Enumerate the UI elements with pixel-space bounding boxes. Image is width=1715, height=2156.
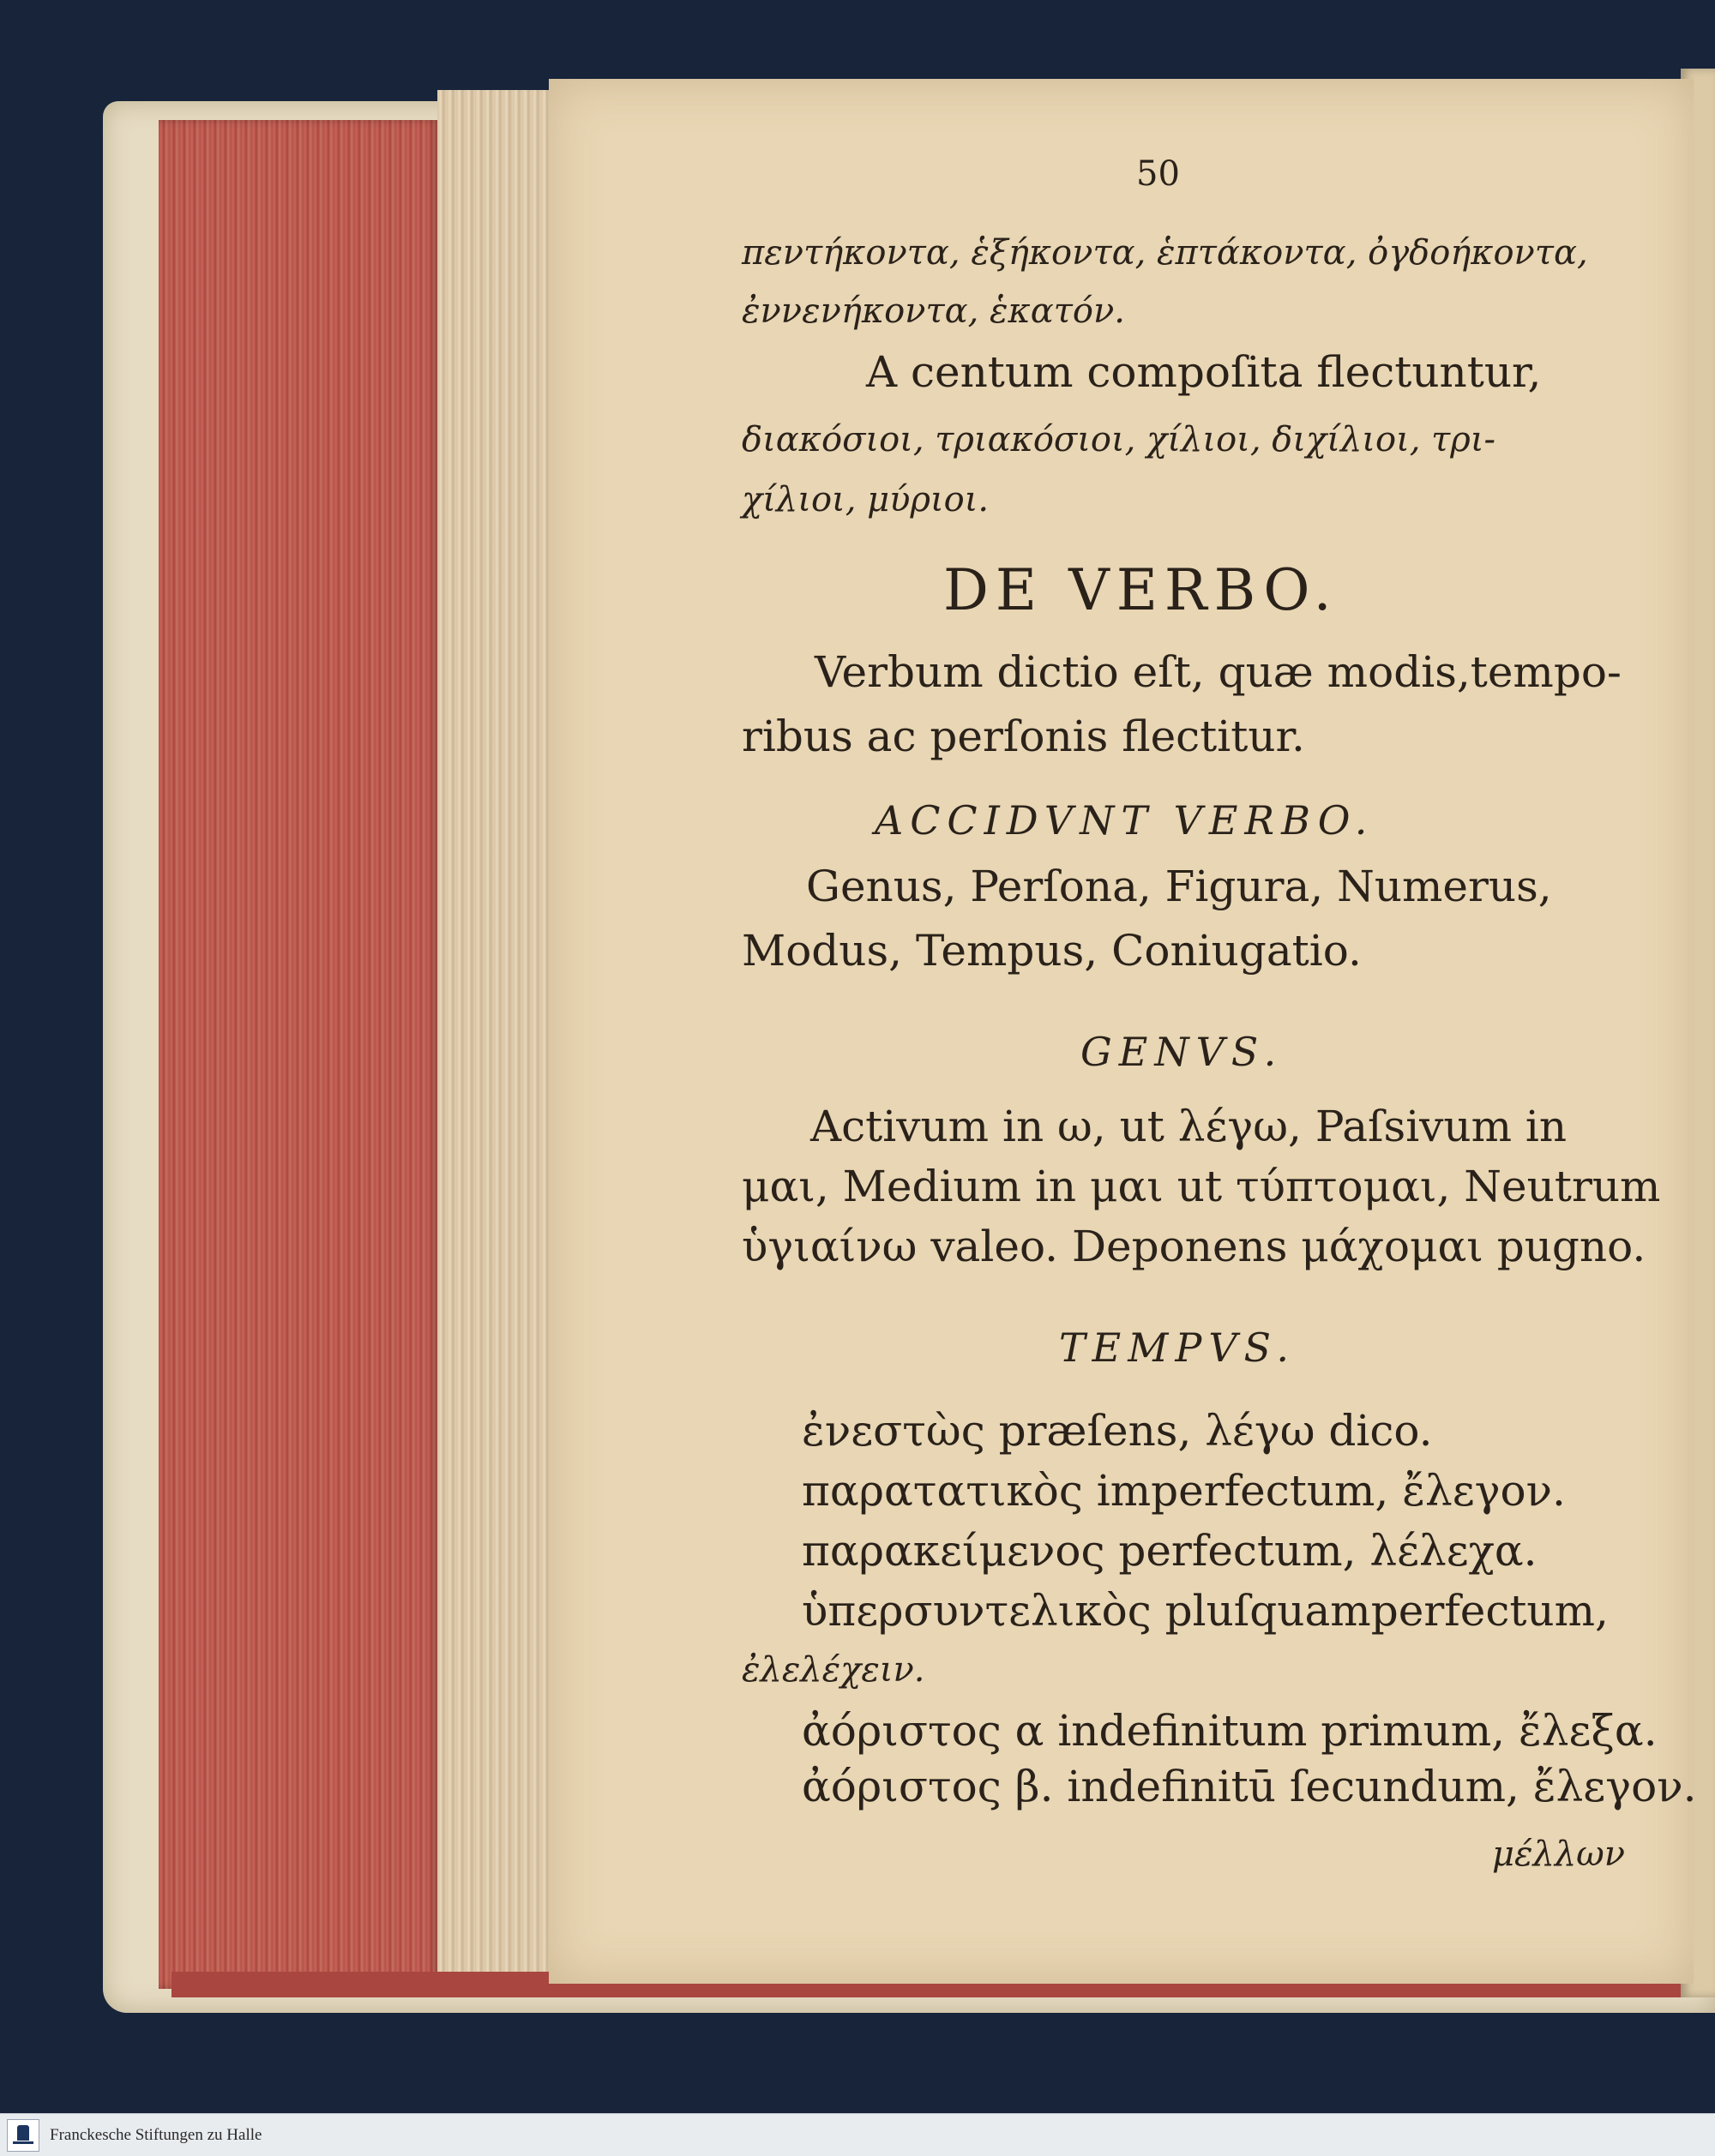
genus-line-1: Activum in ω, ut λέγω, Paſsivum in [810,1102,1568,1151]
tempus-line-2: παρατατικὸς imperfectum, ἔλεγον. [802,1466,1566,1516]
page-number: 50 [1136,154,1180,194]
viewer-footer [0,2113,1715,2156]
catchword: μέλλων [1492,1835,1626,1874]
section-heading: DE VERBO. [943,557,1339,623]
tempus-line-7: ἀόριστος β. indefinitū ſecundum, ἔλεγον. [802,1762,1697,1811]
tempus-line-5: ἐλελέχειν. [742,1650,925,1690]
page-stack [437,90,566,1989]
tempus-line-4: ὑπερσυντελικὸς pluſquamperfectum, [802,1586,1609,1636]
accidunt-line-2: Modus, Tempus, Coniugatio. [742,926,1362,976]
tempus-heading: TEMPVS. [1059,1324,1297,1371]
definition-line-1: Verbum dictio eſt, quæ modis,tempo- [815,647,1622,697]
red-page-edges [159,120,442,1989]
tempus-line-6: ἀόριστος α indefinitum primum, ἔλεξα. [802,1706,1658,1756]
genus-line-3: ὑγιαίνω valeo. Deponens μάχομαι pugno. [742,1222,1646,1271]
genus-line-2: μαι, Medium in μαι ut τύπτομαι, Neutrum [742,1162,1661,1211]
text-line-4: διακόσιοι, τριακόσιοι, χίλιοι, διχίλιοι, τρι- [742,420,1496,459]
definition-line-2: ribus ac perſonis flectitur. [742,712,1305,761]
text-line-2: ἐννενήκοντα, ἑκατόν. [742,291,1125,331]
genus-heading: GENVS. [1080,1029,1284,1075]
text-line-3: A centum compoſita flectuntur, [866,347,1542,397]
tempus-line-3: παρακείμενος perfectum, λέλεχα. [802,1526,1537,1576]
text-line-5: χίλιοι, μύριοι. [742,480,990,519]
text-line-1: πεντήκοντα, ἑξήκοντα, ἑπτάκοντα, ὀγδοήκοντα, [742,233,1588,273]
tempus-line-1: ἐνεστὼς præſens, λέγω dico. [802,1406,1433,1456]
accidunt-heading: ACCIDVNT VERBO. [875,797,1375,844]
footer-credit: Franckesche Stiftungen zu Halle [50,2126,262,2144]
accidunt-line-1: Genus, Perſona, Figura, Numerus, [806,862,1552,911]
institution-logo-icon [7,2119,39,2152]
